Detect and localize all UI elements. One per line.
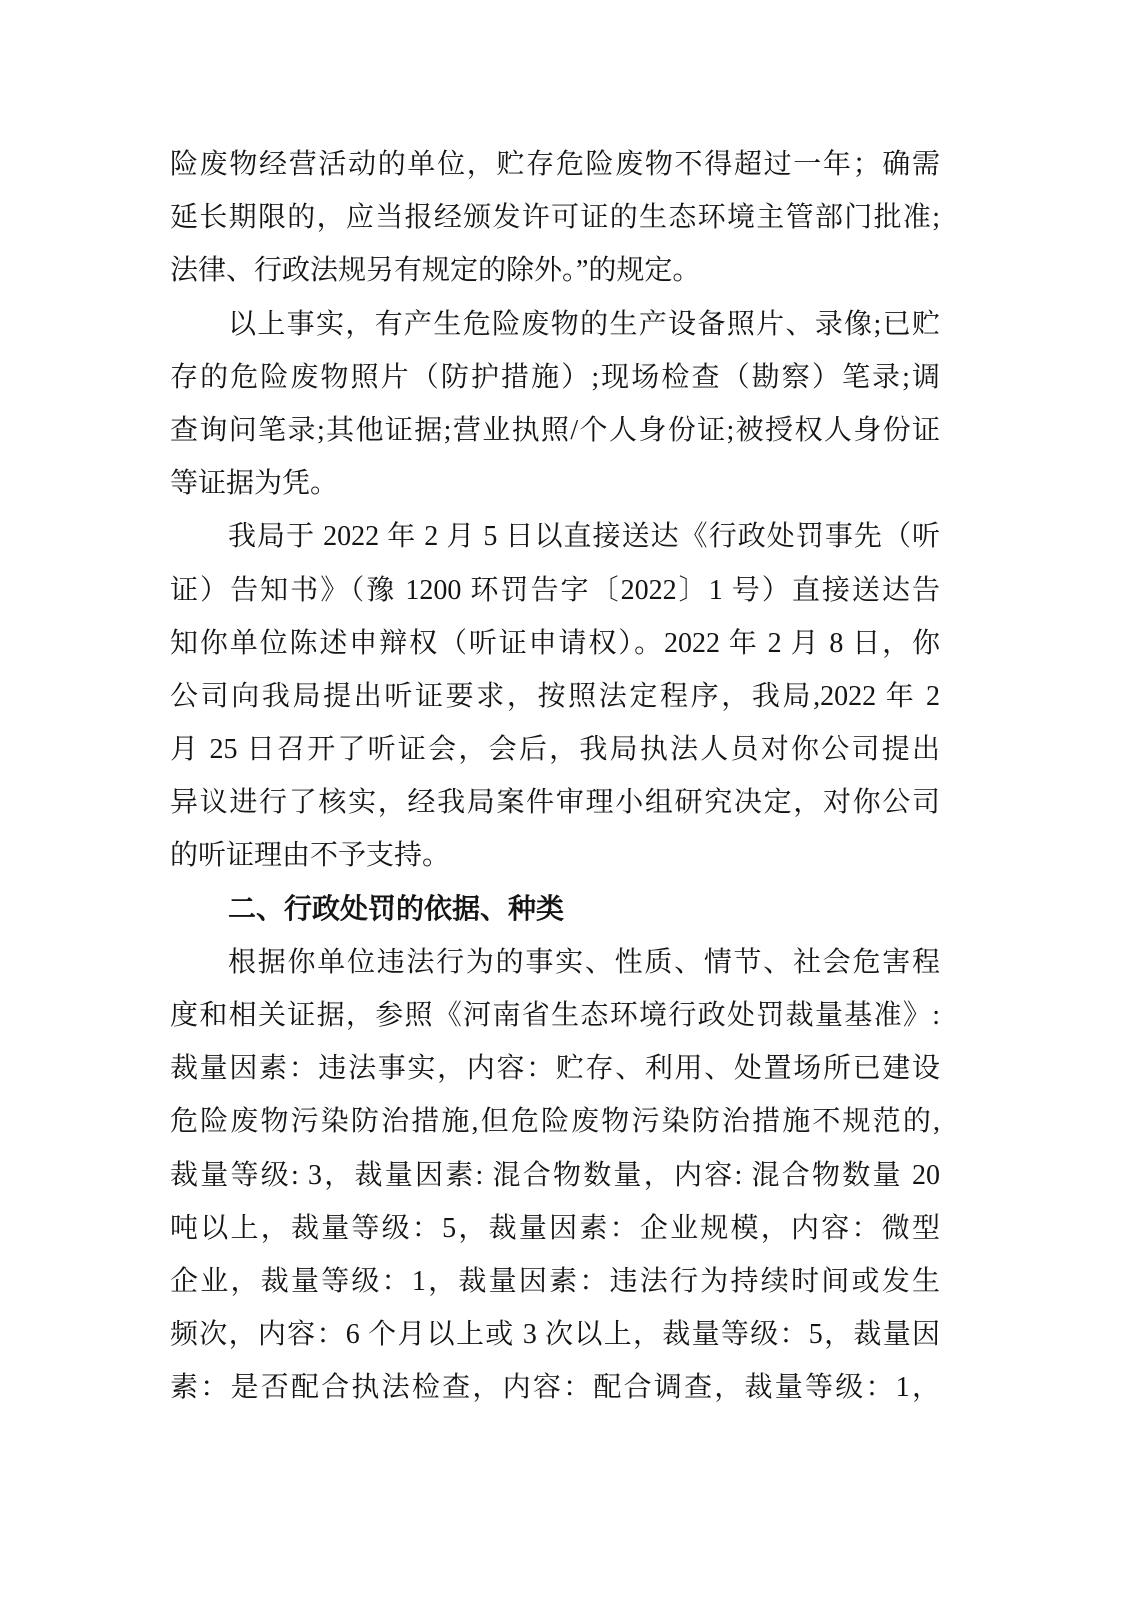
text-line: 以上事实，有产生危险废物的生产设备照片、录像;已贮 <box>228 308 940 340</box>
text-line: 根据你单位违法行为的事实、性质、情节、社会危害程 <box>228 946 940 978</box>
paragraph-continuation <box>170 138 940 298</box>
text-line: 等证据为凭。 <box>170 468 339 500</box>
text-line: 素：是否配合执法检查，内容：配合调查，裁量等级：1， <box>170 1372 940 1404</box>
text-line: 吨以上，裁量等级：5，裁量因素：企业规模，内容：微型 <box>170 1212 940 1244</box>
text-line: 公司向我局提出听证要求，按照法定程序，我局,2022 年 2 <box>170 680 940 712</box>
text-line: 延长期限的，应当报经颁发许可证的生态环境主管部门批准; <box>170 202 940 234</box>
text-line: 裁量因素：违法事实，内容：贮存、利用、处置场所已建设 <box>170 1053 940 1085</box>
text-line: 频次，内容：6 个月以上或 3 次以上，裁量等级：5，裁量因 <box>170 1319 940 1351</box>
paragraph-evidence <box>170 298 940 511</box>
text-line: 度和相关证据，参照《河南省生态环境行政处罚裁量基准》: <box>170 1000 940 1031</box>
text-line: 危险废物污染防治措施,但危险废物污染防治措施不规范的, <box>170 1106 940 1138</box>
text-line: 法律、行政法规另有规定的除外。”的规定。 <box>170 255 701 287</box>
paragraph-discretion <box>170 936 940 1415</box>
section-heading: 二、行政处罚的依据、种类 <box>228 893 565 925</box>
text-line: 存的危险废物照片（防护措施）;现场检查（勘察）笔录;调 <box>170 361 940 393</box>
text-line: 的听证理由不予支持。 <box>170 840 451 872</box>
paragraph-hearing <box>170 510 940 882</box>
text-line: 我局于 2022 年 2 月 5 日以直接送达《行政处罚事先（听 <box>228 521 940 553</box>
text-line: 险废物经营活动的单位，贮存危险废物不得超过一年；确需 <box>170 149 940 180</box>
text-line: 企业，裁量等级：1，裁量因素：违法行为持续时间或发生 <box>170 1265 940 1297</box>
text-line: 证）告知书》（豫 1200 环罚告字〔2022〕1 号）直接送达告 <box>170 574 940 606</box>
text-line: 裁量等级: 3，裁量因素: 混合物数量，内容: 混合物数量 20 <box>170 1159 940 1191</box>
document-body <box>170 138 940 1415</box>
text-line: 知你单位陈述申辩权（听证申请权）。2022 年 2 月 8 日，你 <box>170 627 940 659</box>
text-line: 查询问笔录;其他证据;营业执照/个人身份证;被授权人身份证 <box>170 414 940 446</box>
text-line: 异议进行了核实，经我局案件审理小组研究决定，对你公司 <box>170 787 940 819</box>
text-line: 月 25 日召开了听证会，会后，我局执法人员对你公司提出 <box>170 734 940 766</box>
